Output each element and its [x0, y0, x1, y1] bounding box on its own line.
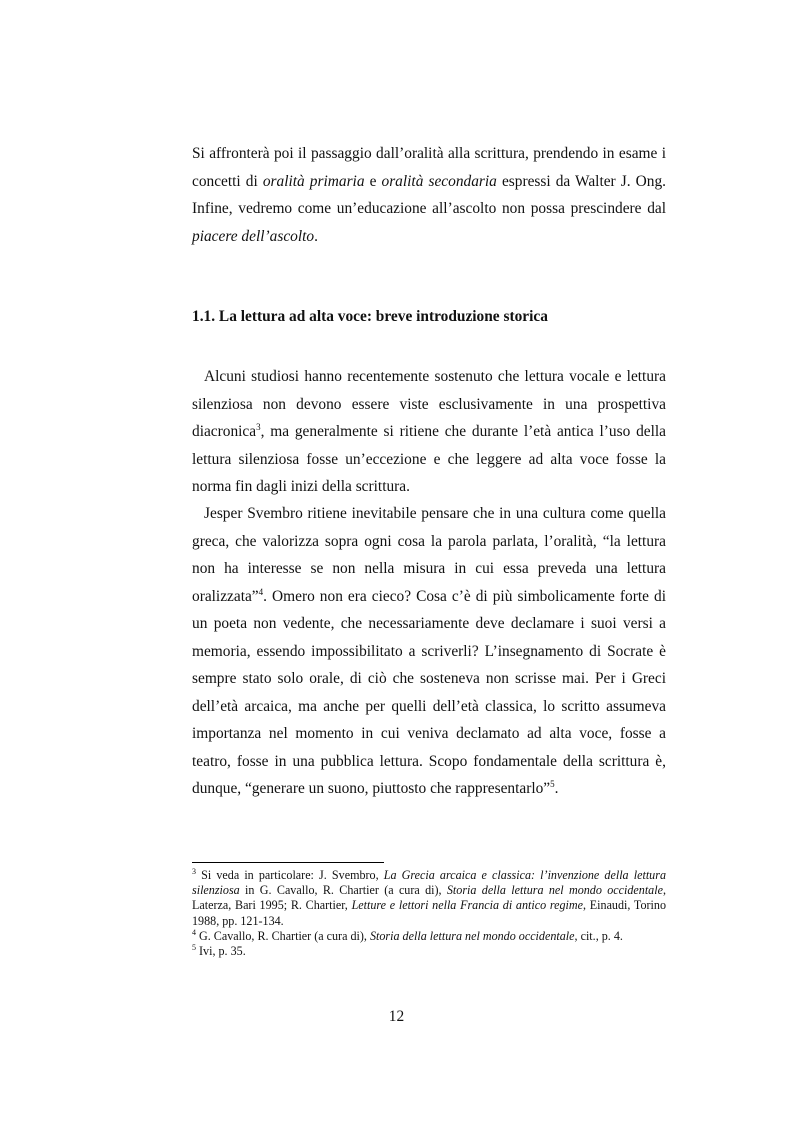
footnotes: [192, 868, 666, 959]
footnote-number: 4: [192, 927, 196, 937]
footnote-separator: [192, 862, 384, 863]
text-run: , ma generalmente si ritiene che durante l’età antica l’uso della lettura silenziosa fosse un’eccezione e che leggere ad alta voce fosse la norma fin dagli inizi della scrittura.: [192, 423, 666, 495]
text-run: Si veda in particolare: J. Svembro,: [196, 868, 384, 882]
paragraph-intro: [192, 140, 666, 250]
footnote-ref[interactable]: 3: [256, 421, 261, 432]
italic-title: Letture e lettori nella Francia di antico regime: [351, 898, 584, 913]
text-run: G. Cavallo, R. Chartier (a cura di),: [196, 928, 370, 943]
footnote-number: 5: [192, 942, 196, 952]
footnote-number: 3: [192, 866, 196, 876]
text-run: , Einaudi, Torino 1988, pp. 121-134.: [192, 898, 666, 928]
italic-term: oralità secondaria: [381, 172, 497, 190]
italic-title: La Grecia arcaica e classica: l’invenzione della lettura silenziosa: [192, 868, 666, 898]
text-run: . Omero non era cieco? Cosa c’è di più simbolicamente forte di un poeta non vedente, che necessariamente deve declamare i suoi versi a memoria, essendo impossibilitato a scriverli? L’insegnamento di Socrate è sempre stato solo orale, di ciò che sosteneva non scrisse mai. Per i Greci dell’età arcaica, ma anche per quelli dell’età classica, lo scritto assumeva importanza nel momento in cui veniva declamato ad alta voce, fosse a teatro, fosse in una pubblica lettura. Scopo fondamentale della scrittura è, dunque, “generare un suono, piuttosto che rappresentarlo”: [192, 587, 666, 797]
footnote-ref[interactable]: 5: [550, 778, 555, 789]
italic-term: oralità primaria: [262, 172, 365, 190]
text-run: .: [554, 780, 559, 797]
text-run: e: [364, 172, 382, 190]
italic-title: Storia della lettura nel mondo occidentale: [446, 883, 663, 898]
text-run: espressi da Walter J. Ong. Infine, vedremo come un’educazione all’ascolto non possa prescindere dal: [192, 172, 666, 217]
text-run: , Laterza, Bari 1995; R. Chartier,: [192, 883, 666, 913]
text-run: , cit., p. 4.: [574, 928, 623, 943]
footnote-4: [192, 929, 666, 944]
text-run: .: [314, 227, 318, 245]
section-heading: 1.1. La lettura ad alta voce: breve introduzione storica: [192, 308, 548, 325]
italic-title: Storia della lettura nel mondo occidentale: [369, 928, 575, 943]
text-run: Ivi, p. 35.: [196, 944, 246, 959]
text-run: Jesper Svembro ritiene inevitabile pensare che in una cultura come quella greca, che valorizza sopra ogni cosa la parola parlata, l’oralità, “la lettura non ha interesse se non nella misura in cui essa preveda una lettura oralizzata”: [192, 505, 666, 605]
paragraph-svenbro: [192, 500, 666, 803]
italic-term: piacere dell’ascolto: [192, 227, 315, 245]
paragraph-history: [192, 363, 666, 501]
footnote-ref[interactable]: 4: [258, 586, 264, 597]
text-run: Si affronterà poi il passaggio dall’oralità alla scrittura, prendendo in esame i concetti di: [192, 145, 666, 190]
footnote-3: [192, 868, 666, 929]
footnote-5: [192, 944, 666, 959]
page-number: 12: [388, 1008, 405, 1025]
text-run: in G. Cavallo, R. Chartier (a cura di),: [239, 883, 447, 898]
text-run: Alcuni studiosi hanno recentemente sostenuto che lettura vocale e lettura silenziosa non devono essere viste esclusivamente in una prospettiva diacronica: [192, 368, 666, 440]
